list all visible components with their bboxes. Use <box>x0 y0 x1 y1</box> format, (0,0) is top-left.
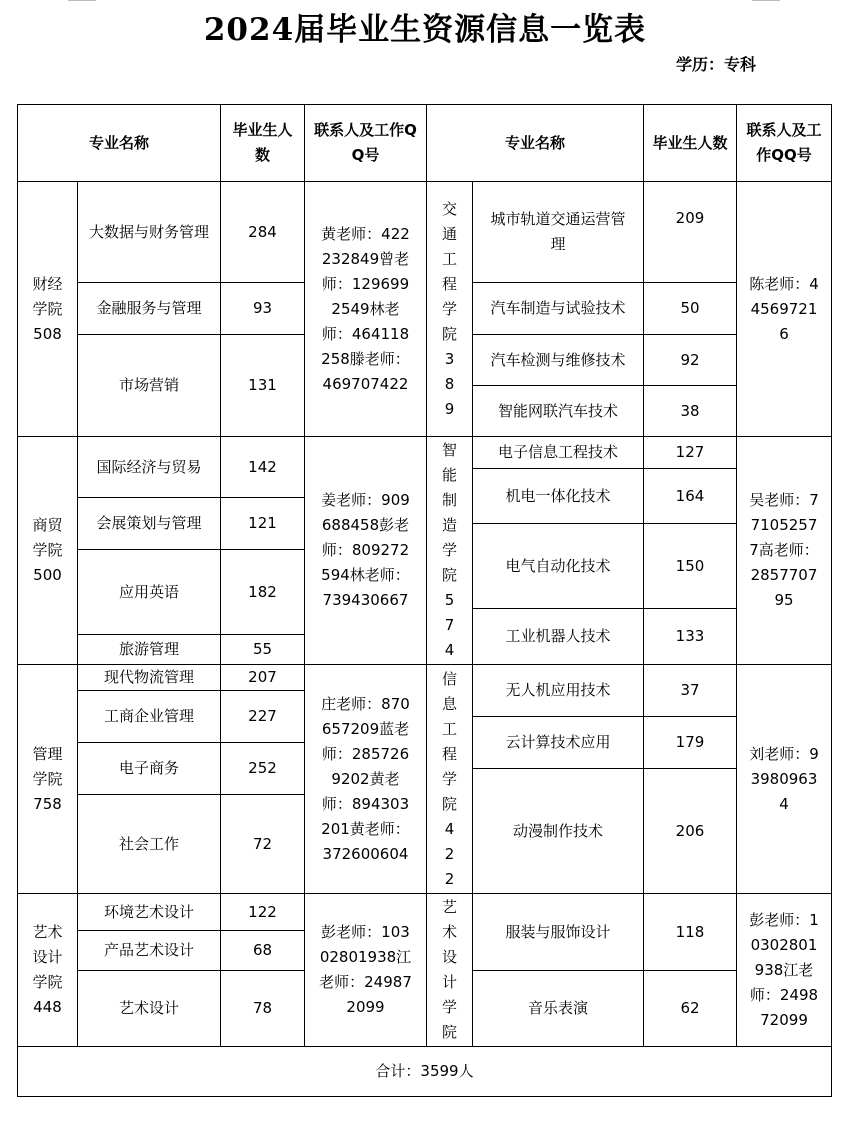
college-name-right <box>426 181 473 437</box>
graduate-count-text: 252 <box>248 759 277 777</box>
grand-total <box>17 1046 832 1097</box>
graduate-count <box>220 690 305 743</box>
header-major-left <box>17 104 221 182</box>
contact-info <box>304 893 427 1047</box>
contact-info <box>736 181 832 437</box>
major-name-text: 艺术设计 <box>118 999 179 1017</box>
college-name-right-text: 智能制造学院574 <box>441 441 457 659</box>
graduate-count-text: 78 <box>252 999 273 1017</box>
grand-total-text: 合计：3599人 <box>375 1062 474 1080</box>
graduate-count-text: 93 <box>252 299 273 317</box>
major-name-text: 金融服务与管理 <box>96 299 202 317</box>
graduate-count-text: 37 <box>680 681 700 699</box>
contact-info-text: 彭老师：10302801938江老师：249872099 <box>319 923 412 1016</box>
contact-info <box>304 664 427 894</box>
contact-info-text: 庄老师：870657209蓝老师：2857269202黄老师：894303201黄老师：372600604 <box>321 694 410 863</box>
major-name-text: 现代物流管理 <box>103 668 194 686</box>
graduate-count <box>220 794 305 894</box>
major-name <box>472 716 644 769</box>
college-name-right <box>426 893 473 1047</box>
graduate-count <box>643 385 737 437</box>
major-name <box>472 893 644 971</box>
major-name <box>77 742 221 795</box>
graduate-count-text: 121 <box>248 514 277 532</box>
contact-info-text: 陈老师：445697216 <box>749 274 819 343</box>
major-name <box>472 768 644 894</box>
college-name-left <box>17 664 78 894</box>
graduate-count-text: 92 <box>680 350 700 369</box>
header-count-left-text: 毕业生人数 <box>232 121 293 164</box>
major-name-text: 汽车检测与维修技术 <box>490 350 626 369</box>
major-name <box>77 794 221 894</box>
major-name-text: 服装与服饰设计 <box>505 922 611 941</box>
graduate-count <box>220 282 305 335</box>
graduate-count <box>643 523 737 609</box>
header-contact-left-text: 联系人及工作QQ号 <box>314 121 417 164</box>
major-name-text: 城市轨道交通运营管理 <box>490 210 626 253</box>
graduate-count-text: 227 <box>248 707 277 725</box>
major-name-text: 社会工作 <box>118 834 179 853</box>
major-name <box>472 664 644 717</box>
major-name-text: 会展策划与管理 <box>96 514 202 532</box>
graduate-count <box>643 664 737 717</box>
contact-info <box>304 181 427 437</box>
major-name <box>472 334 644 386</box>
graduate-count-text: 122 <box>248 902 277 921</box>
college-name-left <box>17 181 78 437</box>
major-name <box>77 181 221 283</box>
major-name-text: 环境艺术设计 <box>103 902 194 921</box>
major-name-text: 市场营销 <box>118 376 179 394</box>
graduate-count <box>643 716 737 769</box>
education-level: 学历：专科 <box>676 55 757 74</box>
graduate-count-text: 50 <box>680 299 700 317</box>
graduate-count-text: 142 <box>248 457 277 476</box>
graduate-count <box>643 468 737 524</box>
major-name-text: 产品艺术设计 <box>103 941 194 959</box>
graduate-count <box>643 608 737 665</box>
graduate-count <box>220 930 305 971</box>
header-count-right <box>643 104 737 182</box>
contact-info <box>736 436 832 665</box>
page-title: 2024届毕业生资源信息一览表 <box>203 12 647 48</box>
major-name <box>77 690 221 743</box>
graduate-count-text: 150 <box>675 556 705 575</box>
graduate-count <box>643 893 737 971</box>
major-name <box>77 634 221 665</box>
major-name <box>77 282 221 335</box>
major-name-text: 动漫制作技术 <box>512 821 603 840</box>
major-name-text: 无人机应用技术 <box>505 681 611 699</box>
major-name <box>77 497 221 550</box>
graduate-count <box>643 970 737 1047</box>
college-name-right-text: 信息工程学院422 <box>441 669 457 888</box>
header-count-right-text: 毕业生人数 <box>652 133 728 152</box>
header-major-right-text: 专业名称 <box>504 133 565 152</box>
graduate-count <box>643 768 737 894</box>
college-name-right <box>426 436 473 665</box>
major-name-text: 电子商务 <box>118 759 179 777</box>
graduate-count-text: 207 <box>248 668 277 686</box>
graduate-count-text: 62 <box>680 999 700 1017</box>
graduate-count <box>220 664 305 691</box>
major-name-text: 工商企业管理 <box>103 707 194 725</box>
graduate-count-text: 179 <box>675 733 705 751</box>
major-name <box>472 970 644 1047</box>
graduate-count-text: 206 <box>675 821 705 840</box>
college-name-left <box>17 436 78 665</box>
graduate-count-text: 182 <box>248 582 277 601</box>
major-name-text: 工业机器人技术 <box>505 627 611 645</box>
graduate-count <box>220 436 305 498</box>
header-contact-left <box>304 104 427 182</box>
college-name-right-text: 交通工程学院389 <box>441 199 457 418</box>
major-name <box>472 385 644 437</box>
major-name-text: 云计算技术应用 <box>505 733 611 751</box>
contact-info-text: 黄老师：422232849曾老师：1296992549林老师：464118258滕老师：469707422 <box>321 224 410 393</box>
graduate-count-text: 72 <box>252 834 273 853</box>
major-name <box>77 970 221 1047</box>
major-name-text: 机电一体化技术 <box>505 486 611 505</box>
graduate-count <box>220 893 305 931</box>
major-name <box>77 436 221 498</box>
graduate-count-text: 284 <box>248 222 277 241</box>
graduate-count-text: 209 <box>675 209 705 227</box>
major-name <box>472 468 644 524</box>
contact-info-text: 彭老师：10302801938江老师：249872099 <box>749 910 819 1029</box>
college-name-left-text: 财经学院508 <box>32 274 63 343</box>
major-name-text: 汽车制造与试验技术 <box>490 299 626 317</box>
graduate-count-text: 133 <box>675 627 705 645</box>
graduate-count-text: 131 <box>248 376 277 394</box>
major-name-text: 旅游管理 <box>118 640 179 658</box>
graduate-count <box>643 282 737 335</box>
major-name-text: 音乐表演 <box>527 999 588 1017</box>
major-name <box>77 930 221 971</box>
graduate-count-text: 118 <box>675 922 705 941</box>
major-name-text: 电气自动化技术 <box>505 556 611 575</box>
major-name <box>472 608 644 665</box>
header-major-left-text: 专业名称 <box>88 133 149 152</box>
major-name <box>77 549 221 635</box>
major-name-text: 电子信息工程技术 <box>497 443 618 461</box>
college-name-right <box>426 664 473 894</box>
major-name <box>77 664 221 691</box>
graduate-count <box>643 334 737 386</box>
college-name-left-text: 艺术设计学院448 <box>32 923 63 1016</box>
college-name-left-text: 管理学院758 <box>32 744 63 813</box>
contact-info <box>736 664 832 894</box>
college-name-left-text: 商贸学院500 <box>32 516 63 584</box>
graduate-count-text: 164 <box>675 486 705 505</box>
college-name-right-text: 艺术设计学院 <box>441 898 457 1041</box>
graduate-count <box>643 181 737 283</box>
graduate-count <box>220 970 305 1047</box>
graduate-count-text: 127 <box>675 443 705 461</box>
major-name-text: 应用英语 <box>118 582 179 601</box>
major-name-text: 国际经济与贸易 <box>96 457 202 476</box>
graduate-count <box>220 742 305 795</box>
graduate-count-text: 55 <box>252 640 273 658</box>
major-name <box>472 282 644 335</box>
major-name <box>472 181 644 283</box>
contact-info-text: 姜老师：909688458彭老师：809272594林老师：739430667 <box>321 491 410 609</box>
major-name <box>472 523 644 609</box>
graduate-count <box>220 634 305 665</box>
header-count-left <box>220 104 305 182</box>
major-name <box>77 334 221 437</box>
graduate-count <box>643 436 737 469</box>
contact-info <box>304 436 427 665</box>
graduate-table <box>17 104 831 1096</box>
major-name <box>77 893 221 931</box>
graduate-count <box>220 181 305 283</box>
major-name <box>472 436 644 469</box>
contact-info-text: 刘老师：939809634 <box>749 744 819 813</box>
graduate-count-text: 68 <box>252 941 273 959</box>
college-name-left <box>17 893 78 1047</box>
header-major-right <box>426 104 644 182</box>
header-contact-right-text: 联系人及工作QQ号 <box>746 121 822 164</box>
graduate-count-text: 38 <box>680 401 700 420</box>
contact-info <box>736 893 832 1047</box>
graduate-count <box>220 549 305 635</box>
graduate-count <box>220 497 305 550</box>
contact-info-text: 吴老师：771052577高老师：285770795 <box>749 491 819 609</box>
major-name-text: 大数据与财务管理 <box>88 222 209 241</box>
major-name-text: 智能网联汽车技术 <box>497 401 618 420</box>
header-contact-right <box>736 104 832 182</box>
graduate-count <box>220 334 305 437</box>
